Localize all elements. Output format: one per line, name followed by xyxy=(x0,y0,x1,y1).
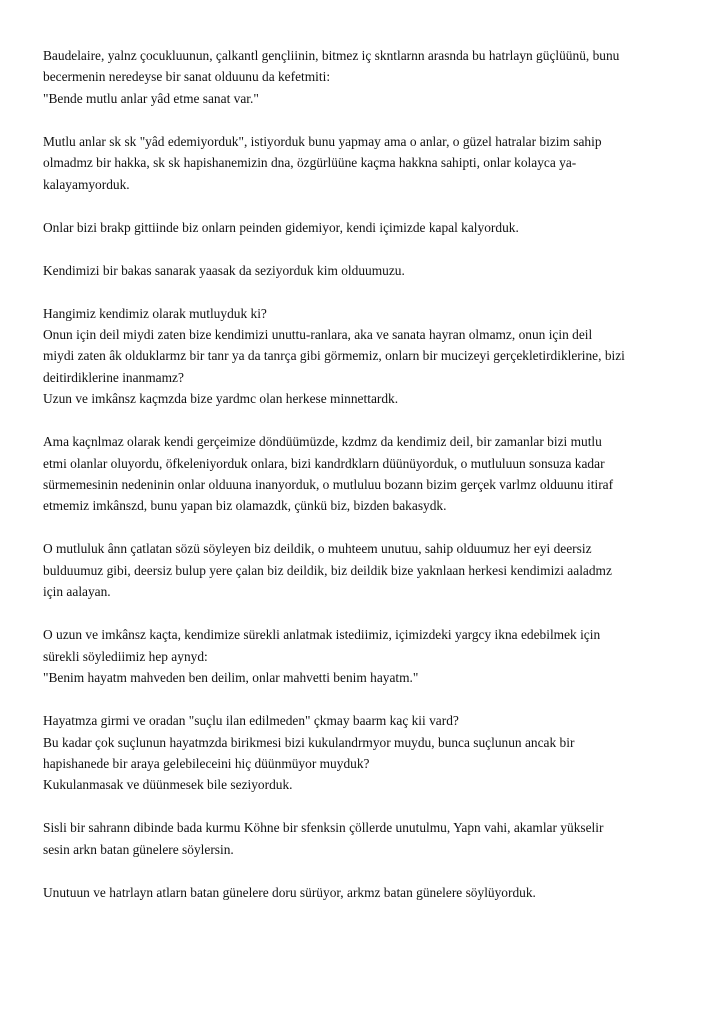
text-line: Baudelaire, yalnz çocukluunun, çalkantl gençliinin, bitmez iç skntlarnn arasnda bu hatrlayn güçlüünü, bunu xyxy=(43,48,620,63)
text-line: olmadmz bir hakka, sk sk hapishanemizin dna, özgürlüüne kaçma hakkna sahipti, onlar kolayca ya- xyxy=(43,155,577,171)
text-line: Hayatmza girmi ve oradan "suçlu ilan edilmeden" çkmay baarm kaç kii vard? xyxy=(43,713,459,729)
text-line: "Bende mutlu anlar yâd etme sanat var." xyxy=(43,90,259,106)
text-line: etmi olanlar oluyordu, öfkeleniyorduk onlara, bizi kandrdklarn düünüyorduk, o mutluluun sonsuza kadar xyxy=(43,455,605,471)
paragraph xyxy=(43,431,688,517)
text-line: Kukulanmasak ve düünmesek bile seziyorduk. xyxy=(43,777,293,793)
paragraph xyxy=(43,45,688,109)
paragraph xyxy=(43,260,688,281)
text-line: miydi zaten âk olduklarmz bir tanr ya da tanrça gibi görmemiz, onlarn bir mucizeyi gerçekletirdiklerine, bizi xyxy=(43,348,625,364)
paragraph xyxy=(43,131,688,195)
text-line: Unutuun ve hatrlayn atlarn batan günelere doru sürüyor, arkmz batan günelere söylüyorduk. xyxy=(43,884,536,900)
text-line: etmemiz imkânszd, bunu yapan biz olamazdk, çünkü biz, bizden bakasydk. xyxy=(43,498,447,514)
paragraph xyxy=(43,882,688,903)
paragraph xyxy=(43,817,688,860)
text-line: Onlar bizi brakp gittiinde biz onlarn peinden gidemiyor, kendi içimizde kapal kalyorduk. xyxy=(43,219,519,235)
text-line: sesin arkn batan günelere söylersin. xyxy=(43,841,234,857)
text-line: kalayamyorduk. xyxy=(43,176,130,192)
text-line: Kendimizi bir bakas sanarak yaasak da seziyorduk kim olduumuzu. xyxy=(43,262,405,278)
text-line: deitirdiklerine inanmamz? xyxy=(43,369,184,385)
text-line: sürekli söylediimiz hep aynyd: xyxy=(43,648,208,664)
paragraph xyxy=(43,303,688,410)
paragraph xyxy=(43,710,688,796)
text-line: sürmemesinin nedeninin onlar olduuna inanyorduk, o mutluluu bozann bizim gerçek varlmz olduunu itiraf xyxy=(43,477,614,493)
text-line: Ama kaçnlmaz olarak kendi gerçeimize döndüümüzde, kzdmz da kendimiz deil, bir zamanlar bizi mutlu xyxy=(43,434,602,450)
text-line: Bu kadar çok suçlunun hayatmzda birikmesi bizi kukulandrmyor muydu, bunca suçlunun ancak bir xyxy=(43,734,575,750)
text-line: O mutluluk ânn çatlatan sözü söyleyen biz deildik, o muhteem unutuu, sahip olduumuz her eyi deersiz xyxy=(43,541,592,557)
text-line: hapishanede bir araya gelebileceini hiç düünmüyor muyduk? xyxy=(43,755,370,771)
paragraph xyxy=(43,538,688,602)
paragraph xyxy=(43,624,688,688)
paragraph xyxy=(43,217,688,238)
text-line: Hangimiz kendimiz olarak mutluyduk ki? xyxy=(43,305,267,321)
text-line: için aalayan. xyxy=(43,584,111,600)
text-line: O uzun ve imkânsz kaçta, kendimize sürekli anlatmak istediimiz, içimizdeki yargcy ikna edebilmek için xyxy=(43,627,601,643)
document-page xyxy=(43,45,688,925)
text-line: becermenin neredeyse bir sanat olduunu da kefetmiti: xyxy=(43,69,331,85)
text-line: Sisli bir sahrann dibinde bada kurmu Köhne bir sfenksin çöllerde unutulmu, Yapn vahi, akamlar yükselir xyxy=(43,820,604,836)
text-line: bulduumuz gibi, deersiz bulup yere çalan biz deildik, biz deildik bize yaknlaan herkesi kendimizi aaladmz xyxy=(43,562,612,578)
text-line: Uzun ve imkânsz kaçmzda bize yardmc olan herkese minnettardk. xyxy=(43,391,399,407)
text-line: Mutlu anlar sk sk "yâd edemiyorduk", istiyorduk bunu yapmay ama o anlar, o güzel hatralar bizim sahip xyxy=(43,133,602,149)
text-line: "Benim hayatm mahveden ben deilim, onlar mahvetti benim hayatm." xyxy=(43,670,419,686)
text-line: Onun için deil miydi zaten bize kendimizi unuttu-ranlara, aka ve sanata hayran olmamz, onun için deil xyxy=(43,327,593,343)
